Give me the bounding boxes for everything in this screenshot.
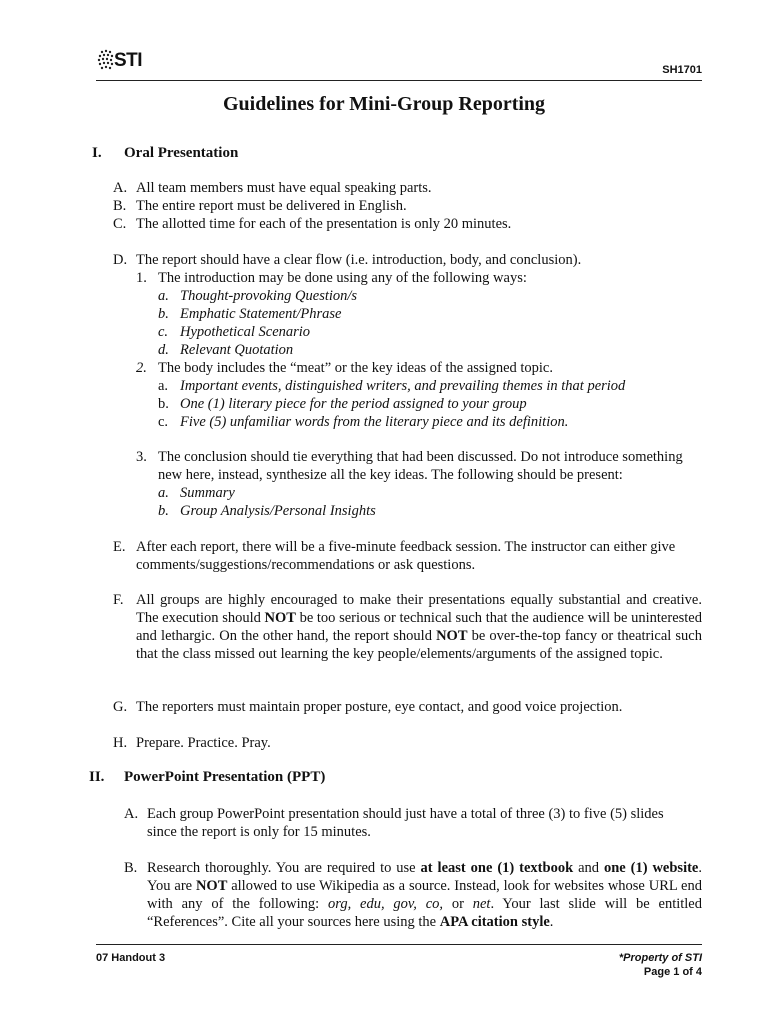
item-e-line1: E. After each report, there will be a five-minute feedback session. The instructor can either give (113, 539, 676, 555)
section-2-number: II. (89, 769, 105, 785)
item-f: All groups are highly encouraged to make their presentations equally substantial and creative. The execution should NOT be too serious or technical such that the audience will be uninterested and lethargic. On the other hand, the report should NOT be over-the-top fancy or theatrical such that the class missed out learning the key people/elements/arguments of the assigned topic. (136, 592, 702, 662)
sti-logo (96, 47, 156, 77)
item-e-line2: comments/suggestions/recommendations or ask questions. (136, 557, 476, 573)
item-g: G. The reporters must maintain proper posture, eye contact, and good voice projection. (113, 699, 623, 715)
item-d: D. The report should have a clear flow (i.e. introduction, body, and conclusion). (113, 252, 582, 268)
item-d1d: d. Relevant Quotation (158, 342, 294, 358)
footer-rule (96, 944, 702, 945)
item-d1: 1. The introduction may be done using any of the following ways: (136, 270, 527, 286)
footer-page-number: Page 1 of 4 (643, 966, 702, 978)
item-d2: 2. The body includes the “meat” or the key ideas of the assigned topic. (136, 360, 553, 376)
document-code: SH1701 (662, 64, 702, 76)
item-a: A. All team members must have equal speaking parts. (113, 180, 432, 196)
item-2b: Research thoroughly. You are required to use at least one (1) textbook and one (1) website. You are NOT allowed to use Wikipedia as a source. Instead, look for websites whose URL end with any of the following: org, edu, gov, co, or net. Your last slide will be entitled “References”. Cite all your sources here using the APA citation style. (147, 860, 702, 930)
item-d3a: a. Summary (158, 485, 235, 501)
item-d3-line2: new here, instead, synthesize all the key ideas. The following should be present: (158, 467, 623, 483)
section-1-heading: Oral Presentation (124, 145, 239, 161)
item-d1c: c. Hypothetical Scenario (158, 324, 311, 340)
item-b: B. The entire report must be delivered in English. (113, 198, 407, 214)
item-d2b: b. One (1) literary piece for the period assigned to your group (158, 396, 527, 412)
item-h: H. Prepare. Practice. Pray. (113, 735, 271, 751)
item-c: C. The allotted time for each of the presentation is only 20 minutes. (113, 216, 512, 232)
item-2a-line2: since the report is only for 15 minutes. (147, 824, 371, 840)
item-d1b: b. Emphatic Statement/Phrase (158, 306, 342, 322)
item-d3-line1: 3. The conclusion should tie everything that had been discussed. Do not introduce something (136, 449, 683, 465)
item-f-marker: F. (113, 592, 124, 608)
page-title: Guidelines for Mini-Group Reporting (222, 93, 546, 115)
logo-globe-icon (96, 47, 116, 73)
section-2-heading: PowerPoint Presentation (PPT) (124, 769, 326, 785)
item-d2a: a. Important events, distinguished writers, and prevailing themes in that period (158, 378, 626, 394)
header-rule (96, 80, 702, 81)
footer-property: *Property of STI (618, 952, 702, 964)
item-d3b: b. Group Analysis/Personal Insights (158, 503, 376, 519)
item-2a-line1: A. Each group PowerPoint presentation should just have a total of three (3) to five (5) slides (124, 806, 664, 822)
item-2b-marker: B. (124, 860, 138, 876)
item-d1a: a. Thought-provoking Question/s (158, 288, 358, 304)
section-1-number: I. (92, 145, 102, 161)
footer-handout: 07 Handout 3 (96, 952, 166, 964)
logo-text: STI (114, 50, 143, 71)
item-d2c: c. Five (5) unfamiliar words from the literary piece and its definition. (158, 414, 569, 430)
